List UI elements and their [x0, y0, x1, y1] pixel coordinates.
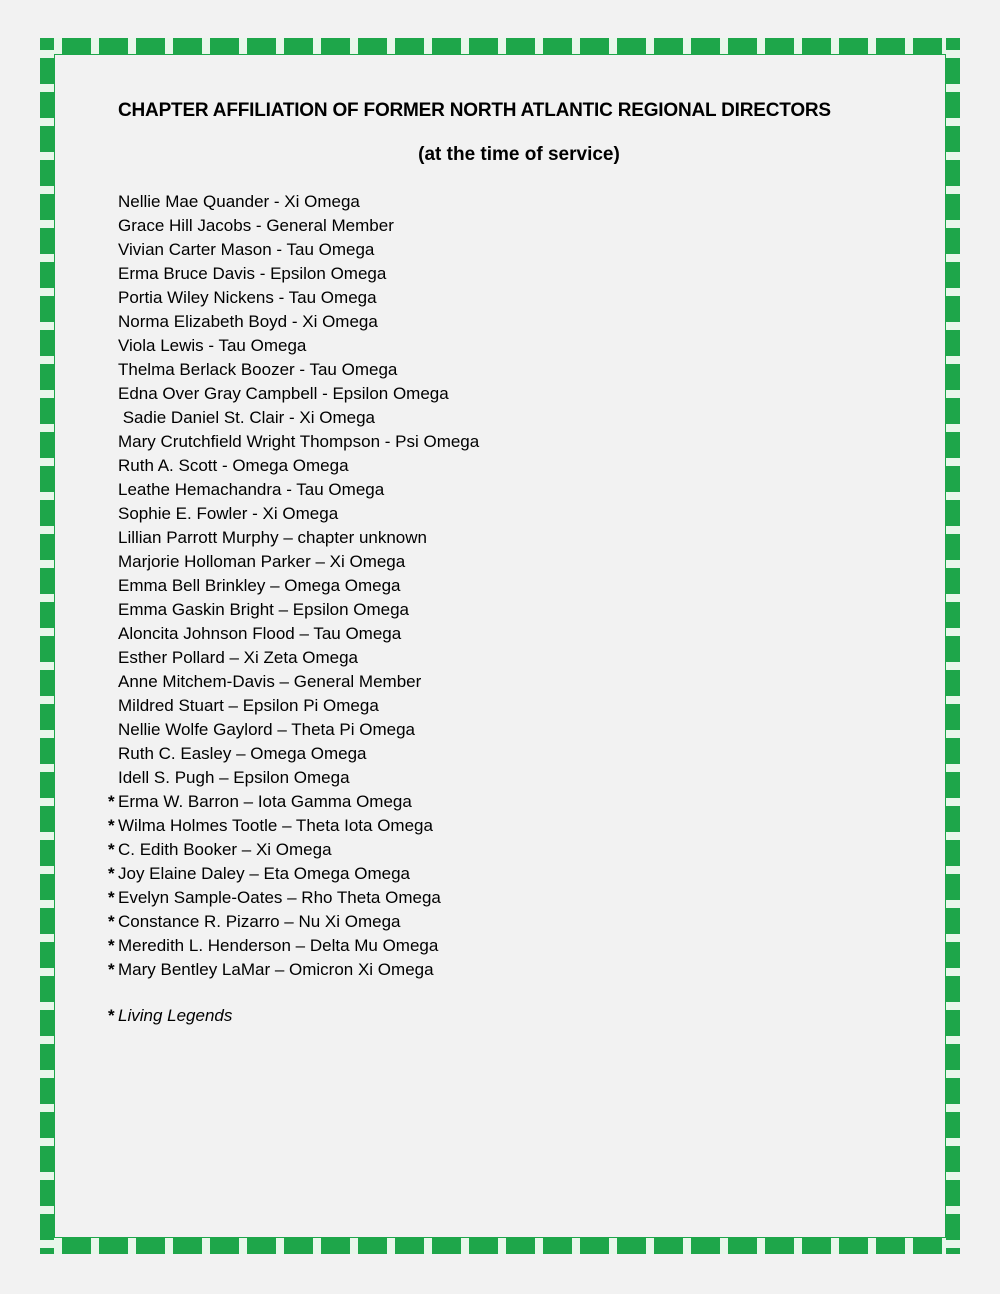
list-item [108, 910, 479, 934]
list-item [108, 646, 479, 670]
list-item [108, 406, 479, 430]
list-item [108, 358, 479, 382]
living-legend-marker: * [108, 936, 115, 955]
director-entry-text: Nellie Mae Quander - Xi Omega [118, 192, 360, 211]
list-item [108, 238, 479, 262]
living-legend-marker: * [108, 864, 115, 883]
footnote [108, 1004, 232, 1028]
list-item [108, 286, 479, 310]
page-subtitle: (at the time of service) [418, 144, 620, 165]
list-item [108, 694, 479, 718]
list-item [108, 838, 479, 862]
list-item [108, 574, 479, 598]
director-entry-text: Meredith L. Henderson – Delta Mu Omega [118, 936, 439, 955]
border-bottom [40, 1238, 960, 1254]
list-item [108, 310, 479, 334]
living-legend-marker: * [108, 816, 115, 835]
list-item [108, 766, 479, 790]
director-entry-text: Emma Bell Brinkley – Omega Omega [118, 576, 401, 595]
director-entry-text: Lillian Parrott Murphy – chapter unknown [118, 528, 427, 547]
list-item [108, 598, 479, 622]
list-item [108, 862, 479, 886]
border-left [40, 38, 54, 1254]
director-entry-text: Mildred Stuart – Epsilon Pi Omega [118, 696, 379, 715]
director-entry-text: Grace Hill Jacobs - General Member [118, 216, 394, 235]
list-item [108, 958, 479, 982]
list-item [108, 214, 479, 238]
border-top [40, 38, 960, 54]
director-entry-text: Portia Wiley Nickens - Tau Omega [118, 288, 377, 307]
director-entry-text: Sophie E. Fowler - Xi Omega [118, 504, 339, 523]
director-entry-text: Ruth C. Easley – Omega Omega [118, 744, 367, 763]
list-item [108, 526, 479, 550]
list-item [108, 670, 479, 694]
director-entry-text: Emma Gaskin Bright – Epsilon Omega [118, 600, 410, 619]
director-entry-text: Esther Pollard – Xi Zeta Omega [118, 648, 359, 667]
director-entry-text: Norma Elizabeth Boyd - Xi Omega [118, 312, 378, 331]
director-entry-text: Edna Over Gray Campbell - Epsilon Omega [118, 384, 449, 403]
list-item [108, 382, 479, 406]
list-item [108, 502, 479, 526]
director-entry-text: Mary Bentley LaMar – Omicron Xi Omega [118, 960, 434, 979]
living-legend-marker: * [108, 912, 115, 931]
directors-list [108, 190, 479, 982]
director-entry-text: Ruth A. Scott - Omega Omega [118, 456, 349, 475]
director-entry-text: Idell S. Pugh – Epsilon Omega [118, 768, 350, 787]
list-item [108, 478, 479, 502]
director-entry-text: Vivian Carter Mason - Tau Omega [118, 240, 375, 259]
footnote-text: Living Legends [118, 1006, 233, 1025]
director-entry-text: Erma Bruce Davis - Epsilon Omega [118, 264, 387, 283]
director-entry-text: Joy Elaine Daley – Eta Omega Omega [118, 864, 410, 883]
list-item [108, 454, 479, 478]
footnote-marker: * [108, 1006, 115, 1025]
living-legend-marker: * [108, 792, 115, 811]
director-entry-text: Viola Lewis - Tau Omega [118, 336, 307, 355]
list-item [108, 742, 479, 766]
list-item [108, 430, 479, 454]
page-title: CHAPTER AFFILIATION OF FORMER NORTH ATLANTIC REGIONAL DIRECTORS [118, 100, 831, 121]
list-item [108, 718, 479, 742]
director-entry-text: Thelma Berlack Boozer - Tau Omega [118, 360, 398, 379]
director-entry-text: Leathe Hemachandra - Tau Omega [118, 480, 385, 499]
director-entry-text: Aloncita Johnson Flood – Tau Omega [118, 624, 402, 643]
director-entry-text: Erma W. Barron – Iota Gamma Omega [118, 792, 412, 811]
list-item [108, 790, 479, 814]
director-entry-text: Constance R. Pizarro – Nu Xi Omega [118, 912, 401, 931]
director-entry-text: C. Edith Booker – Xi Omega [118, 840, 332, 859]
director-entry-text: Nellie Wolfe Gaylord – Theta Pi Omega [118, 720, 416, 739]
director-entry-text: Evelyn Sample-Oates – Rho Theta Omega [118, 888, 441, 907]
living-legend-marker: * [108, 888, 115, 907]
director-entry-text: Marjorie Holloman Parker – Xi Omega [118, 552, 406, 571]
list-item [108, 934, 479, 958]
list-item [108, 886, 479, 910]
list-item [108, 190, 479, 214]
list-item [108, 262, 479, 286]
director-entry-text: Wilma Holmes Tootle – Theta Iota Omega [118, 816, 433, 835]
director-entry-text: Sadie Daniel St. Clair - Xi Omega [118, 408, 375, 427]
living-legend-marker: * [108, 840, 115, 859]
list-item [108, 550, 479, 574]
border-right [946, 38, 960, 1254]
director-entry-text: Anne Mitchem-Davis – General Member [118, 672, 422, 691]
list-item [108, 334, 479, 358]
list-item [108, 814, 479, 838]
list-item [108, 622, 479, 646]
director-entry-text: Mary Crutchfield Wright Thompson - Psi Omega [118, 432, 480, 451]
living-legend-marker: * [108, 960, 115, 979]
